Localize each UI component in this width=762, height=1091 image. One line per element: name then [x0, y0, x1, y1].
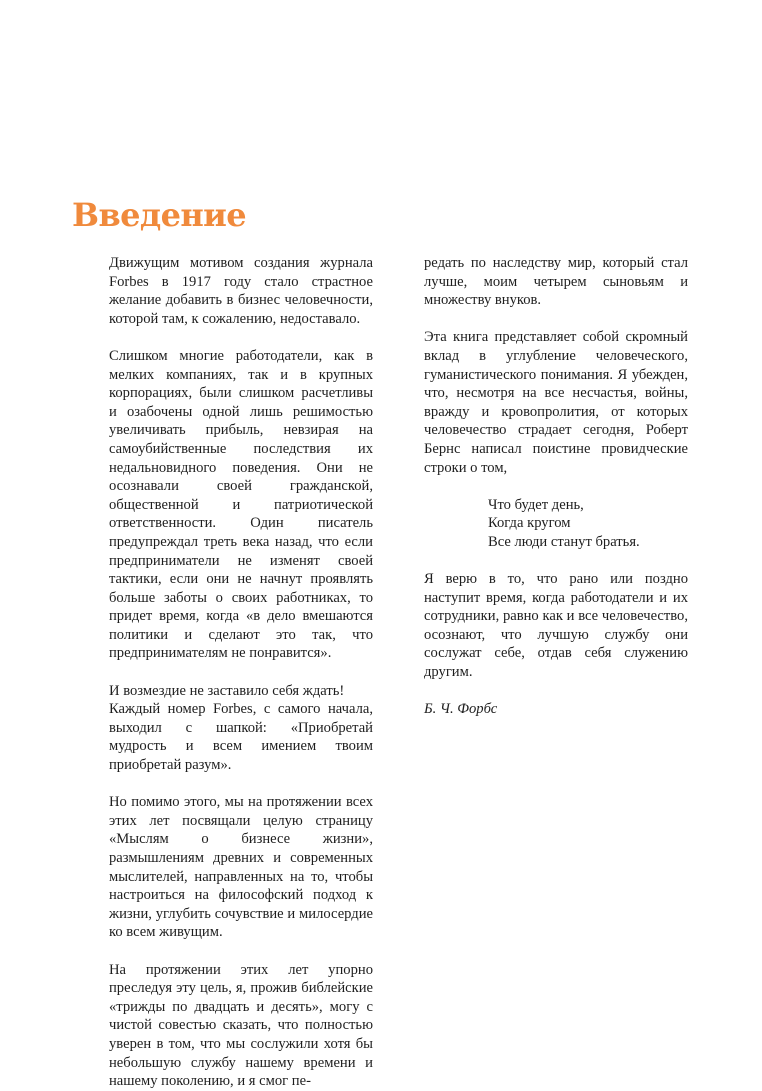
- text-column-left: [109, 254, 373, 1091]
- paragraph: Но помимо этого, мы на протяжении всех этих лет посвящали целую страницу «Мыслям о бизнесе жизни», размышлениям древних и современных мыслителей, направленных на то, чтобы настроиться на философский подход к жизни, углубить сочувствие и милосердие ко всем живущим.: [109, 794, 373, 941]
- paragraph: Слишком многие работодатели, как в мелких компаниях, так и в крупных корпорациях, были слишком расчетливы и озабочены одной лишь решимостью увеличивать прибыль, невзирая на самоубийственные последствия их недальновидного поведения. Они не осознавали своей гражданской, общественной и патриотической ответственности. Один писатель предупреждал треть века назад, что если предприниматели не изменят своей тактики, если они не начнут проявлять больше заботы о своих работниках, то придет время, когда «в дело вмешаются политики и сделают это так, что предпринимателям не понравится».: [109, 347, 373, 662]
- paragraph: Я верю в то, что рано или поздно наступит время, когда работодатели и их сотрудники, равно как и все человечество, осознают, что лучшую службу они сослужат себе, отдав себя служению другим.: [424, 571, 688, 681]
- paragraph: На протяжении этих лет упорно преследуя эту цель, я, прожив библейские «трижды по двадцать и десять», могу с чистой совестью сказать, что полностью уверен в том, что мы сослужили хотя бы небольшую службу нашему времени и нашему поколению, и я смог пе-: [109, 961, 373, 1090]
- paragraph: Движущим мотивом создания журнала Forbes в 1917 году стало страстное желание добавить в бизнес человечности, которой там, к сожалению, недоставало.: [109, 255, 373, 327]
- paragraph: И возмездие не заставило себя ждать! Каждый номер Forbes, с самого начала, выходил с шапкой: «Приобретай мудрость и всем имением твоим приобретай разум».: [109, 682, 373, 774]
- poem-quote: Что будет день, Когда кругом Все люди станут братья.: [488, 496, 640, 550]
- paragraph: Эта книга представляет собой скромный вклад в углубление человеческого, гуманистического понимания. Я убежден, что, несмотря на все несчастья, войны, вражду и кровопролития, от которых человечество страдает сегодня, Роберт Бернс написал поистине провидческие строки о том,: [424, 329, 688, 476]
- page-title: Введение: [72, 196, 247, 234]
- author-signature: Б. Ч. Форбс: [424, 701, 498, 718]
- paragraph: редать по наследству мир, который стал лучше, моим четырем сыновьям и множеству внуков.: [424, 255, 688, 309]
- text-column-right: [424, 254, 688, 737]
